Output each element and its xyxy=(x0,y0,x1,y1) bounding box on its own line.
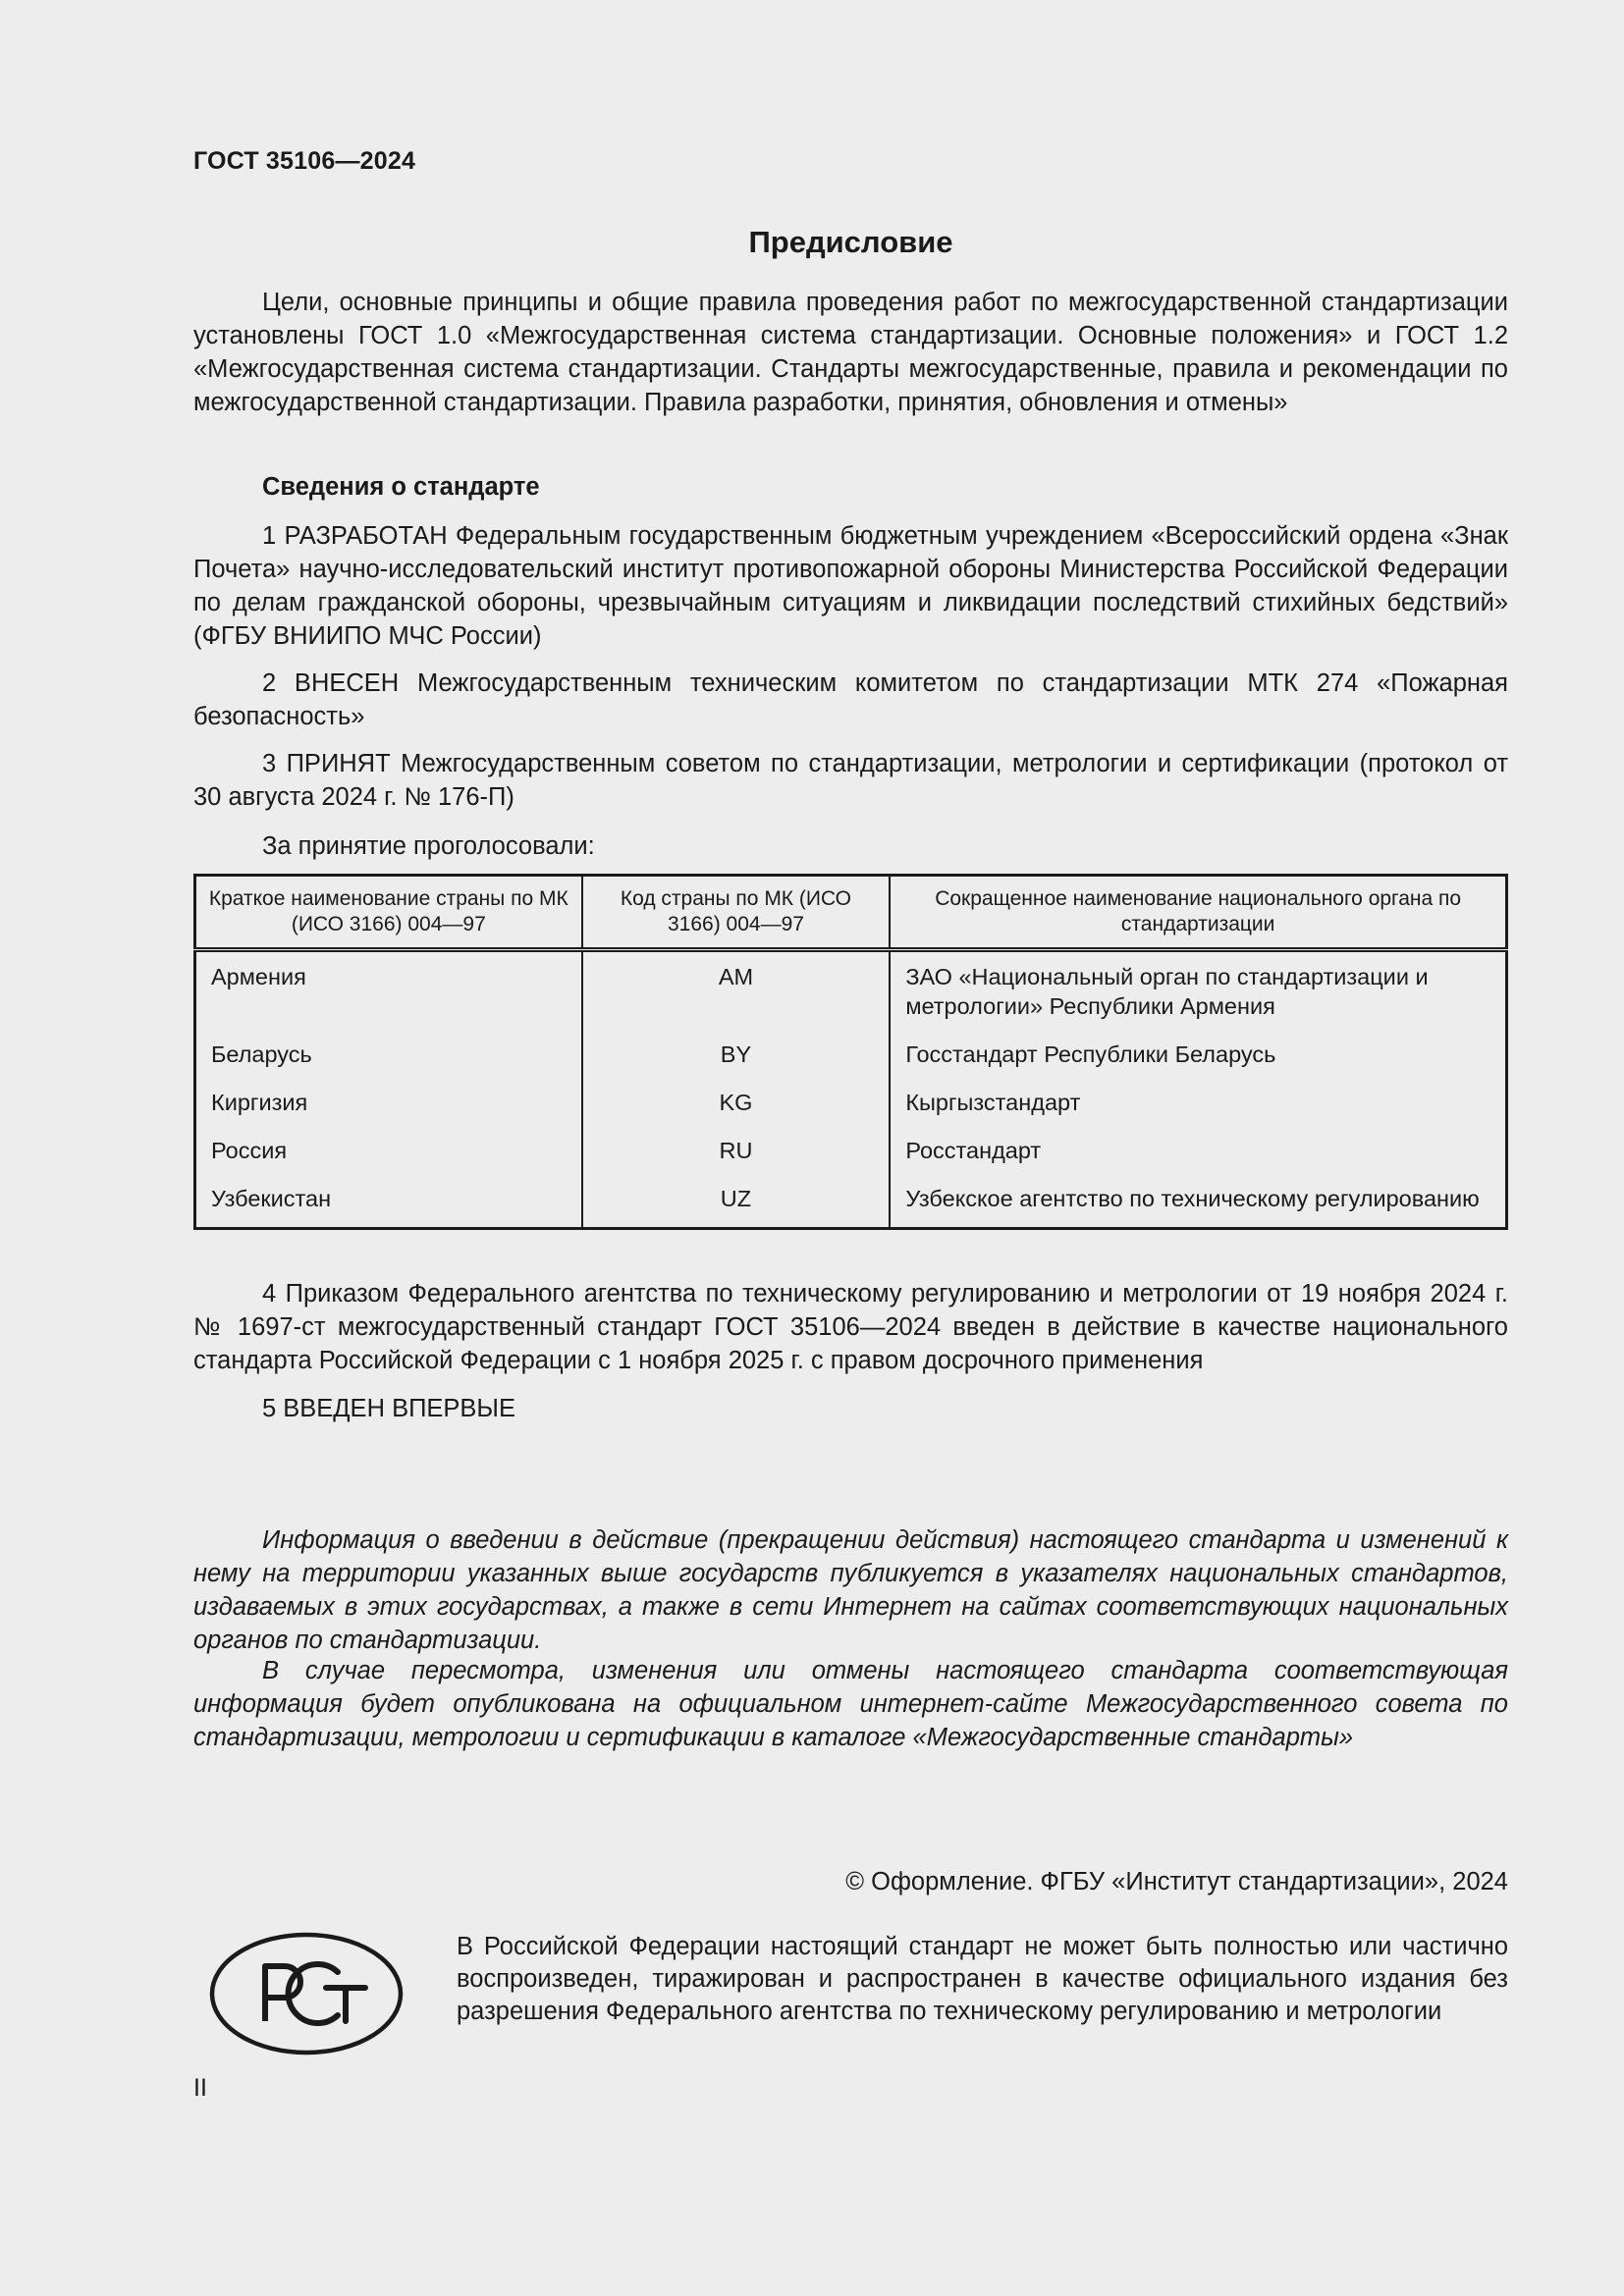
item-adopted: 3 ПРИНЯТ Межгосударственным советом по стандартизации, метрологии и сертификации (протокол от 30 августа 2024 г. № 176-П) xyxy=(193,750,1508,811)
table-header-code: Код страны по МК (ИСО 3166) 004—97 xyxy=(582,876,891,950)
table-row xyxy=(195,950,1507,1022)
item-introduced: 5 ВВЕДЕН ВПЕРВЫЕ xyxy=(262,1395,516,1422)
table-row xyxy=(195,1165,1507,1229)
copyright-line: © Оформление. ФГБУ «Институт стандартизации», 2024 xyxy=(845,1868,1508,1896)
page-number: II xyxy=(193,2074,207,2102)
country-cell: Россия xyxy=(195,1117,582,1165)
pst-certification-logo-icon xyxy=(208,1931,405,2056)
legal-notice: В Российской Федерации настоящий стандарт не может быть полностью или частично воспроизведен, тиражирован и распространен в качестве официального издания без разрешения Федерального агентства по техническому регулированию и метрологии xyxy=(457,1933,1508,2025)
notice-introduction: Информация о введении в действие (прекращении действия) настоящего стандарта и изменений к нему на территории указанных выше государств публикуется в указателях национальных стандартов, издаваемых в этих государствах, а также в сети Интернет на сайтах соответствующих национальных органов по стандартизации. xyxy=(193,1526,1508,1654)
table-header-country: Краткое наименование страны по МК (ИСО 3166) 004—97 xyxy=(195,876,582,950)
table-row xyxy=(195,1069,1507,1117)
intro-paragraph: Цели, основные принципы и общие правила проведения работ по межгосударственной стандартизации установлены ГОСТ 1.0 «Межгосударственная система стандартизации. Основные положения» и ГОСТ 1.2 «Межгосударственная система стандартизации. Стандарты межгосударственные, правила и рекомендации по межгосударственной стандартизации. Правила разработки, принятия, обновления и отмены» xyxy=(193,289,1508,416)
notice-revision: В случае пересмотра, изменения или отмены настоящего стандарта соответствующая информация будет опубликована на официальном интернет-сайте Межгосударственного совета по стандартизации, метрологии и сертификации в каталоге «Межгосударственные стандарты» xyxy=(193,1657,1508,1751)
code-cell: RU xyxy=(582,1117,891,1165)
body-cell: Госстандарт Республики Беларусь xyxy=(905,1041,1276,1067)
body-cell: Кыргызстандарт xyxy=(905,1090,1081,1115)
country-cell: Беларусь xyxy=(195,1021,582,1069)
code-cell: UZ xyxy=(582,1165,891,1229)
code-cell: KG xyxy=(582,1069,891,1117)
item-developed: 1 РАЗРАБОТАН Федеральным государственным бюджетным учреждением «Всероссийский ордена «Знак Почета» научно-исследовательский институт противопожарной обороны Министерства Российской Федерации по делам гражданской обороны, чрезвычайным ситуациям и ликвидации последствий стихийных бедствий» (ФГБУ ВНИИПО МЧС России) xyxy=(193,522,1508,650)
country-cell: Армения xyxy=(195,950,582,1022)
table-row xyxy=(195,1117,1507,1165)
body-cell: Росстандарт xyxy=(905,1138,1042,1163)
info-heading: Сведения о стандарте xyxy=(262,473,540,501)
table-header-body: Сокращенное наименование национального органа по стандартизации xyxy=(890,876,1506,950)
item-order: 4 Приказом Федерального агентства по техническому регулированию и метрологии от 19 ноября 2024 г. № 1697-ст межгосударственный стандарт ГОСТ 35106—2024 введен в действие в качестве национального стандарта Российской Федерации с 1 ноября 2025 г. с правом досрочного применения xyxy=(193,1280,1508,1374)
table-row xyxy=(195,1021,1507,1069)
item-submitted: 2 ВНЕСЕН Межгосударственным техническим комитетом по стандартизации МТК 274 «Пожарная безопасность» xyxy=(193,669,1508,730)
table-header-row xyxy=(195,876,1507,950)
voted-label: За принятие проголосовали: xyxy=(262,832,595,860)
votes-table xyxy=(193,874,1508,1230)
code-cell: AM xyxy=(582,950,891,1022)
code-cell: BY xyxy=(582,1021,891,1069)
body-cell: ЗАО «Национальный орган по стандартизации и метрологии» Республики Армения xyxy=(905,964,1429,1019)
document-code: ГОСТ 35106—2024 xyxy=(193,147,416,175)
body-cell: Узбекское агентство по техническому регулированию xyxy=(905,1186,1480,1211)
country-cell: Узбекистан xyxy=(195,1165,582,1229)
page-title: Предисловие xyxy=(748,225,953,259)
country-cell: Киргизия xyxy=(195,1069,582,1117)
